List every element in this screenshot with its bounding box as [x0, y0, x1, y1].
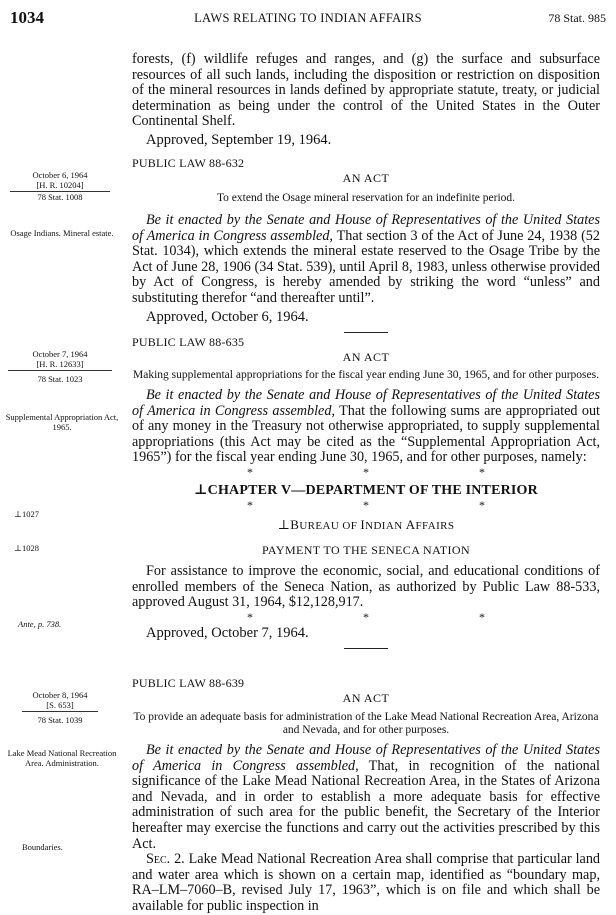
- enacting-paragraph: [132, 213, 600, 307]
- act-heading: AN ACT: [342, 350, 390, 364]
- public-law-number: PUBLIC LAW 88-635: [132, 335, 245, 349]
- margin-stat: 78 Stat. 1023: [37, 374, 83, 384]
- public-law-number: PUBLIC LAW 88-632: [132, 156, 245, 170]
- act-heading: AN ACT: [342, 171, 390, 185]
- divider: [344, 648, 388, 649]
- law3-margin: [0, 690, 120, 725]
- law1-margin: [0, 170, 120, 202]
- paragraph-body: That the following sums are appropriated out of any money in the Treasury not otherwise appropriated, to supply supplemental appropriations (this Act may be cited as the “Supplemental Appropriation Act, 1965”) for the fiscal year ending June 30, 1965, and for other purposes, namely:: [132, 402, 600, 466]
- margin-bill: [H. R. 12633]: [8, 359, 112, 371]
- public-law-88-632: [132, 156, 600, 336]
- public-law-88-635: [132, 335, 600, 652]
- stat-reference: 78 Stat. 985: [548, 11, 606, 25]
- page-marker: ⊥1028: [14, 543, 39, 553]
- approved-line: Approved, October 7, 1964.: [146, 624, 309, 641]
- page-number: 1034: [10, 8, 44, 27]
- margin-note-boundaries: Boundaries.: [22, 842, 63, 852]
- act-purpose: To extend the Osage mineral reservation for an indefinite period.: [216, 192, 516, 204]
- act-purpose: To provide an adequate basis for administration of the Lake Mead National Recreation Area, Arizona and Nevada, and for other purposes.: [133, 711, 599, 736]
- opening-text: forests, (f) wildlife refuges and ranges, and (g) the surface and subsurface resources of all such lands, including the disposition or restriction on disposition of the mineral resources in lands defined by appropriate statute, treaty, or judicial determination as being under the control of the United States in the Outer Continental Shelf.: [132, 51, 600, 130]
- approved-line: Approved, September 19, 1964.: [146, 131, 332, 148]
- ellipsis-stars: * * *: [247, 609, 485, 624]
- enacting-clause: Be it enacted by the Senate and House of Representatives of the United States of America in Congress assembled,: [132, 387, 600, 419]
- law2-margin: [0, 349, 120, 384]
- margin-bill: [H. R. 10204]: [10, 180, 110, 192]
- ellipsis-stars: * * *: [247, 464, 485, 479]
- paragraph-body: That, in recognition of the national significance of the Lake Mead National Recreation Area, in the States of Arizona and Nevada, and in order to establish a more adequate basis for effective administration of such area for the public benefit, the Secretary of the Interior hereafter may exercise the functions and carry out the activities prescribed by this Act.: [132, 757, 601, 852]
- approved-line: Approved, October 6, 1964.: [146, 308, 309, 325]
- ellipsis-stars: * * *: [247, 497, 485, 512]
- margin-date: October 8, 1964: [32, 690, 88, 700]
- public-law-number: PUBLIC LAW 88-639: [132, 676, 245, 690]
- enacting-clause: Be it enacted by the Senate and House of Representatives of the United States of America in Congress assembled,: [132, 742, 600, 774]
- public-law-88-639: [132, 676, 600, 915]
- margin-stat: 78 Stat. 1008: [37, 192, 83, 202]
- divider: [344, 332, 388, 333]
- act-heading: AN ACT: [342, 691, 390, 705]
- enacting-clause: Be it enacted by the Senate and House of Representatives of the United States of America in Congress assembled,: [132, 212, 600, 244]
- margin-crossref: Ante, p. 738.: [18, 619, 62, 629]
- enacting-paragraph: [132, 388, 600, 466]
- margin-note: Osage Indians. Mineral estate.: [10, 228, 114, 238]
- act-purpose: Making supplemental appropriations for the fiscal year ending June 30, 1965, and for other purposes.: [133, 369, 599, 381]
- margin-note: Supplemental Appropriation Act, 1965.: [5, 412, 119, 432]
- margin-date: October 6, 1964: [32, 170, 88, 180]
- opening-section: [132, 52, 600, 149]
- page-header: [10, 8, 606, 30]
- section-body: Lake Mead National Recreation Area shall comprise that particular land and water area which is shown on a certain map, identified as “boundary map, RA–LM–7060–B, revised July 17, 1963”, which is on file and which shall be available for public inspection in: [132, 851, 601, 914]
- page-marker: ⊥1027: [14, 509, 39, 519]
- chapter-heading: ⊥CHAPTER V—DEPARTMENT OF THE INTERIOR: [194, 482, 538, 498]
- running-title: LAWS RELATING TO INDIAN AFFAIRS: [194, 11, 422, 25]
- payment-paragraph: For assistance to improve the economic, social, and educational conditions of enrolled members of the Seneca Nation, as authorized by Public Law 88-533, approved August 31, 1964, $12,128,917.: [132, 562, 600, 611]
- enacting-paragraph: [132, 743, 600, 852]
- margin-date: October 7, 1964: [32, 349, 88, 359]
- section-label: Sec. 2.: [146, 851, 185, 868]
- paragraph-body: That section 3 of the Act of June 24, 1938 (52 Stat. 1034), which extends the mineral estate reserved to the Osage Tribe by the Act of June 28, 1906 (34 Stat. 539), until April 8, 1983, unless otherwise provided by Act of Congress, is hereby amended by striking the word “unless” and substituting therefor “and thereafter until”.: [132, 227, 600, 306]
- margin-stat: 78 Stat. 1039: [37, 715, 83, 725]
- payment-heading: PAYMENT TO THE SENECA NATION: [261, 542, 471, 557]
- margin-bill: [S. 653]: [22, 700, 98, 712]
- section-2-paragraph: [132, 852, 600, 914]
- margin-note: Lake Mead National Recreation Area. Administration.: [7, 748, 117, 768]
- bureau-heading: ⊥BUREAU OF INDIAN AFFAIRS: [277, 516, 455, 532]
